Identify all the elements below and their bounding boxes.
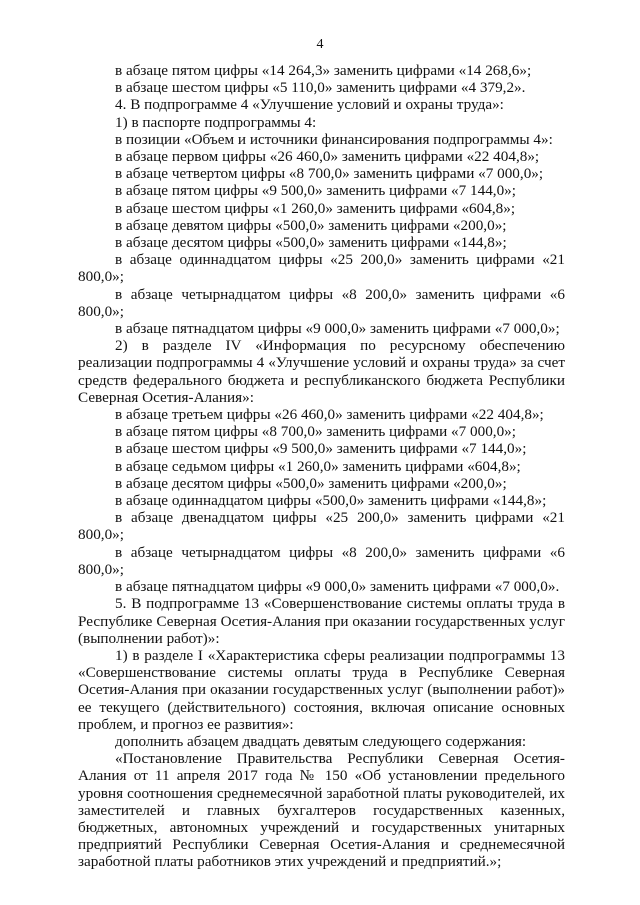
paragraph: в абзаце двенадцатом цифры «25 200,0» заменить цифрами «21 800,0»; xyxy=(78,509,565,544)
paragraph: в абзаце седьмом цифры «1 260,0» заменить цифрами «604,8»; xyxy=(115,457,521,475)
page-number: 4 xyxy=(316,37,324,52)
paragraph: в абзаце третьем цифры «26 460,0» заменить цифрами «22 404,8»; xyxy=(115,406,544,424)
paragraph: 1) в разделе I «Характеристика сферы реализации подпрограммы 13 «Совершенствование системы оплаты труда в Республике Северная Осетия-Алания при оказании государственных услуг (выполнении работ)» ее текущего (действительного) состояния, включая описание основных проблем, и прогноз ее развития»: xyxy=(78,646,565,733)
paragraph: 2) в разделе IV «Информация по ресурсному обеспечению реализации подпрограммы 4 «Улучшение условий и охраны труда» за счет средств федерального бюджета и республиканского бюджета Республики Северная Осетия-Алания»: xyxy=(78,337,565,406)
paragraph: в абзаце шестом цифры «1 260,0» заменить цифрами «604,8»; xyxy=(115,199,516,217)
paragraph: 5. В подпрограмме 13 «Совершенствование системы оплаты труда в Республике Северная Осетия-Алания при оказании государственных услуг (выполнении работ)»: xyxy=(78,595,565,647)
paragraph: в абзаце шестом цифры «5 110,0» заменить цифрами «4 379,2». xyxy=(115,79,526,97)
paragraph: в абзаце одиннадцатом цифры «500,0» заменить цифрами «144,8»; xyxy=(115,492,547,510)
document-body xyxy=(78,62,565,871)
paragraph: в абзаце шестом цифры «9 500,0» заменить цифрами «7 144,0»; xyxy=(115,440,527,458)
paragraph: «Постановление Правительства Республики Северная Осетия-Алания от 11 апреля 2017 года № 150 «Об установлении предельного уровня соотношения среднемесячной заработной платы руководителей, их заместителей и главных бухгалтеров государственных казенных, бюджетных, автономных учреждений и государственных унитарных предприятий Республики Северная Осетия-Алания и среднемесячной заработной платы работников этих учреждений и предприятий.»; xyxy=(78,750,565,871)
paragraph: в абзаце пятом цифры «9 500,0» заменить цифрами «7 144,0»; xyxy=(115,182,516,200)
paragraph: в абзаце десятом цифры «500,0» заменить цифрами «144,8»; xyxy=(115,234,507,252)
paragraph: в абзаце четвертом цифры «8 700,0» заменить цифрами «7 000,0»; xyxy=(115,165,544,183)
paragraph: дополнить абзацем двадцать девятым следующего содержания: xyxy=(115,732,527,750)
paragraph: в абзаце пятнадцатом цифры «9 000,0» заменить цифрами «7 000,0». xyxy=(115,578,560,596)
paragraph: в абзаце четырнадцатом цифры «8 200,0» заменить цифрами «6 800,0»; xyxy=(78,543,565,578)
paragraph: в абзаце десятом цифры «500,0» заменить цифрами «200,0»; xyxy=(115,474,507,492)
paragraph: в позиции «Объем и источники финансирования подпрограммы 4»: xyxy=(115,130,553,148)
paragraph: в абзаце первом цифры «26 460,0» заменить цифрами «22 404,8»; xyxy=(115,148,540,166)
paragraph: в абзаце четырнадцатом цифры «8 200,0» заменить цифрами «6 800,0»; xyxy=(78,285,565,320)
paragraph: 1) в паспорте подпрограммы 4: xyxy=(115,113,317,131)
paragraph: в абзаце пятнадцатом цифры «9 000,0» заменить цифрами «7 000,0»; xyxy=(115,320,560,338)
paragraph: в абзаце пятом цифры «8 700,0» заменить цифрами «7 000,0»; xyxy=(115,423,516,441)
paragraph: в абзаце одиннадцатом цифры «25 200,0» заменить цифрами «21 800,0»; xyxy=(78,251,565,286)
paragraph: 4. В подпрограмме 4 «Улучшение условий и охраны труда»: xyxy=(115,96,504,114)
paragraph: в абзаце девятом цифры «500,0» заменить цифрами «200,0»; xyxy=(115,216,507,234)
paragraph: в абзаце пятом цифры «14 264,3» заменить цифрами «14 268,6»; xyxy=(115,62,532,79)
